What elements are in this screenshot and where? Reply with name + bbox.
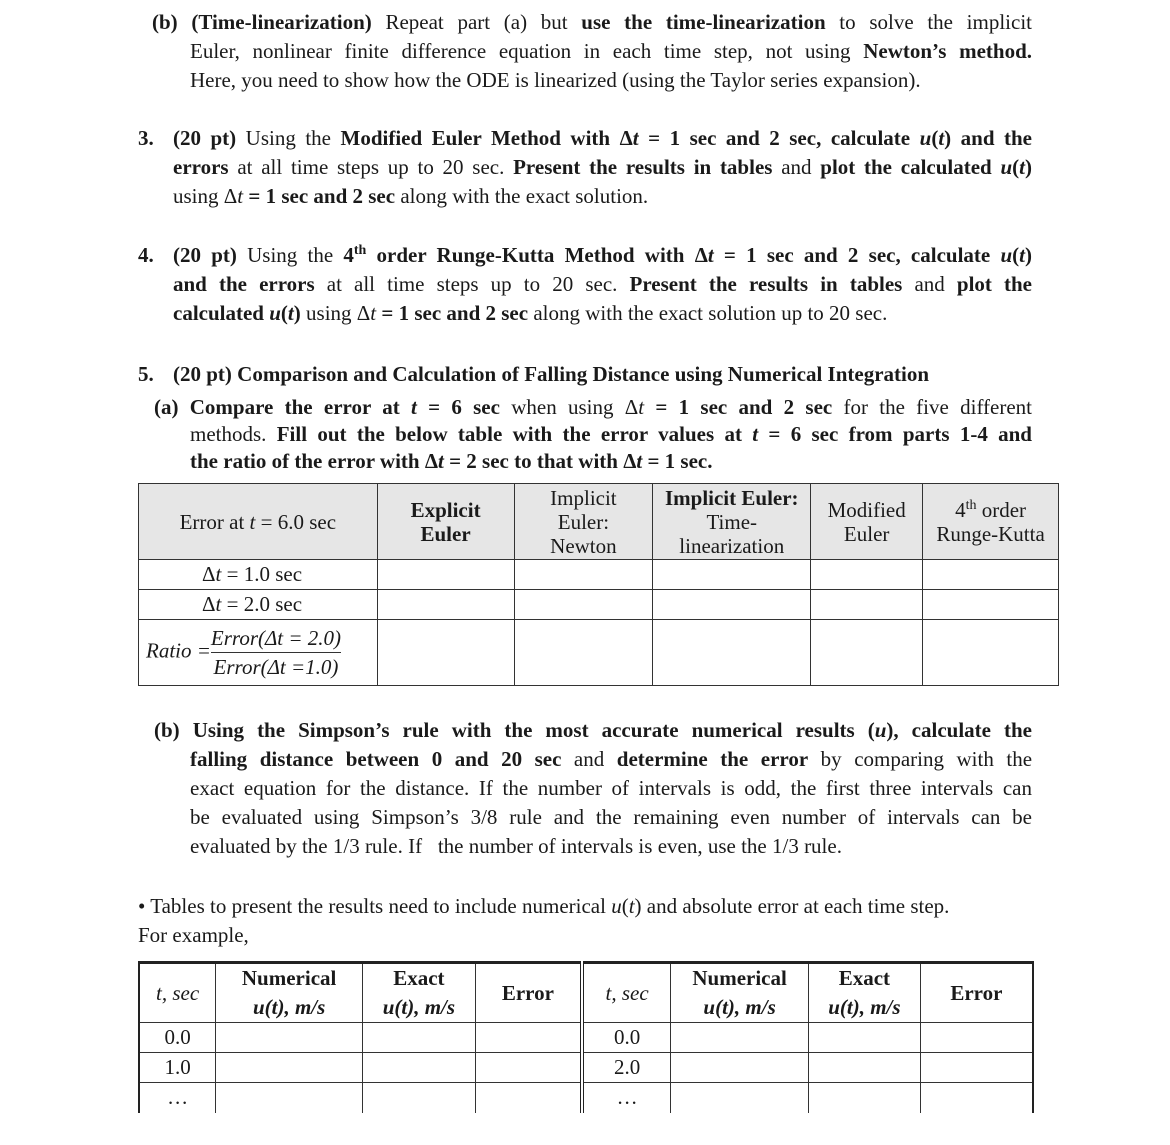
cell-empty[interactable] <box>377 620 514 686</box>
bullet: • <box>138 894 146 918</box>
part-b-time-linearization: (b) (Time-linearization) Repeat part (a) but use the time-linearization to solve the implicit Euler, nonlinear finite difference equation in each time step, not using Newton’s method. Here, you need to show how the ODE is linearized (using the Taylor series expansion). <box>152 10 1033 92</box>
cell-empty[interactable] <box>216 1023 363 1053</box>
header-numerical-left: Numerical u(t), m/s <box>216 963 363 1023</box>
header-implicit-euler-newton: Implicit Euler: Newton <box>514 484 653 560</box>
cell-empty[interactable] <box>811 620 923 686</box>
example-results-table <box>138 961 1034 1113</box>
cell-empty[interactable] <box>363 1053 476 1083</box>
cell-ellipsis: … <box>139 1083 216 1113</box>
cell-empty[interactable] <box>216 1053 363 1083</box>
cell-empty[interactable] <box>514 560 653 590</box>
table-row <box>139 1083 1033 1113</box>
cell-t: 0.0 <box>582 1023 671 1053</box>
cell-empty[interactable] <box>923 590 1059 620</box>
cell-empty[interactable] <box>923 560 1059 590</box>
cell-t: 0.0 <box>139 1023 216 1053</box>
row-dt-2-label: Δt = 2.0 sec <box>139 590 378 620</box>
header-explicit-euler: Explicit Euler <box>377 484 514 560</box>
cell-t: 2.0 <box>582 1053 671 1083</box>
header-modified-euler: Modified Euler <box>811 484 923 560</box>
question-5-title: (20 pt) Comparison and Calculation of Falling Distance using Numerical Integration <box>173 362 930 386</box>
cell-empty[interactable] <box>216 1083 363 1113</box>
cell-empty[interactable] <box>514 590 653 620</box>
header-rk4: 4th order Runge-Kutta <box>923 484 1059 560</box>
header-error-at-t: Error at t = 6.0 sec <box>139 484 378 560</box>
header-t-sec-right: t, sec <box>582 963 671 1023</box>
table-row <box>139 560 1059 590</box>
cell-empty[interactable] <box>653 620 811 686</box>
header-error-right: Error <box>920 963 1033 1023</box>
row-ratio-label: Ratio = $\frac{\text{Error(Δt = 2.0)}}{\text{Error(Δt =1.0)}}$ <box>139 620 378 686</box>
question-5b: (b) Using the Simpson’s rule with the most accurate numerical results (u), calculate the falling distance between 0 and 20 sec and determine the error by comparing with the exact equation for the distance. If the number of intervals is odd, the first three intervals can be evaluated using Simpson’s 3/8 rule and the remaining even number of intervals can be evaluated by the 1/3 rule. If the number of intervals is even, use the 1/3 rule. <box>154 718 1033 858</box>
cell-empty[interactable] <box>671 1083 809 1113</box>
header-exact-left: Exact u(t), m/s <box>363 963 476 1023</box>
results-note: • Tables to present the results need to include numerical u(t) and absolute error at each time step. For example, <box>138 894 950 947</box>
header-exact-right: Exact u(t), m/s <box>809 963 921 1023</box>
table-row <box>139 590 1059 620</box>
cell-empty[interactable] <box>809 1083 921 1113</box>
cell-empty[interactable] <box>363 1023 476 1053</box>
part-b-heading: (b) (Time-linearization) <box>152 10 372 34</box>
cell-empty[interactable] <box>377 560 514 590</box>
cell-empty[interactable] <box>811 590 923 620</box>
cell-empty[interactable] <box>653 560 811 590</box>
table-row <box>139 1023 1033 1053</box>
table-row <box>139 1053 1033 1083</box>
question-5a: (a) Compare the error at t = 6 sec when using Δt = 1 sec and 2 sec for the five different methods. Fill out the below table with the error values at t = 6 sec from parts 1-4 and the ratio of the error with Δt = 2 sec to that with Δt = 1 sec. <box>154 395 1033 473</box>
cell-empty[interactable] <box>923 620 1059 686</box>
row-dt-1-label: Δt = 1.0 sec <box>139 560 378 590</box>
question-3-number: 3. <box>138 126 154 150</box>
question-4-number: 4. <box>138 243 154 267</box>
header-implicit-euler-time-linearization: Implicit Euler: Time- linearization <box>653 484 811 560</box>
header-numerical-right: Numerical u(t), m/s <box>671 963 809 1023</box>
cell-empty[interactable] <box>514 620 653 686</box>
cell-empty[interactable] <box>920 1083 1033 1113</box>
cell-empty[interactable] <box>920 1053 1033 1083</box>
cell-empty[interactable] <box>920 1023 1033 1053</box>
cell-empty[interactable] <box>377 590 514 620</box>
cell-empty[interactable] <box>671 1023 809 1053</box>
cell-ellipsis: … <box>582 1083 671 1113</box>
table-row <box>139 620 1059 686</box>
cell-empty[interactable] <box>809 1053 921 1083</box>
header-t-sec-left: t, sec <box>139 963 216 1023</box>
question-3: (20 pt) Using the Modified Euler Method with Δt = 1 sec and 2 sec, calculate u(t) and the errors at all time steps up to 20 sec. Present the results in tables and plot the calculated u(t) using Δt = 1 sec and 2 sec along with the exact solution. <box>173 126 1032 208</box>
cell-empty[interactable] <box>671 1053 809 1083</box>
cell-empty[interactable] <box>811 560 923 590</box>
question-4: (20 pt) Using the 4th order Runge-Kutta Method with Δt = 1 sec and 2 sec, calculate u(t) and the errors at all time steps up to 20 sec. Present the results in tables and plot the calculated u(t) using Δt = 1 sec and 2 sec along with the exact solution up to 20 sec. <box>173 243 1032 325</box>
cell-t: 1.0 <box>139 1053 216 1083</box>
cell-empty[interactable] <box>653 590 811 620</box>
header-error-left: Error <box>475 963 582 1023</box>
cell-empty[interactable] <box>809 1023 921 1053</box>
cell-empty[interactable] <box>475 1023 582 1053</box>
cell-empty[interactable] <box>475 1083 582 1113</box>
question-5-number: 5. <box>138 362 154 386</box>
error-comparison-table <box>138 483 1059 686</box>
cell-empty[interactable] <box>475 1053 582 1083</box>
ratio-fraction: $\frac{\text{Error(Δt = 2.0)}}{\text{Error(Δt =1.0)}}$ <box>210 626 342 679</box>
cell-empty[interactable] <box>363 1083 476 1113</box>
